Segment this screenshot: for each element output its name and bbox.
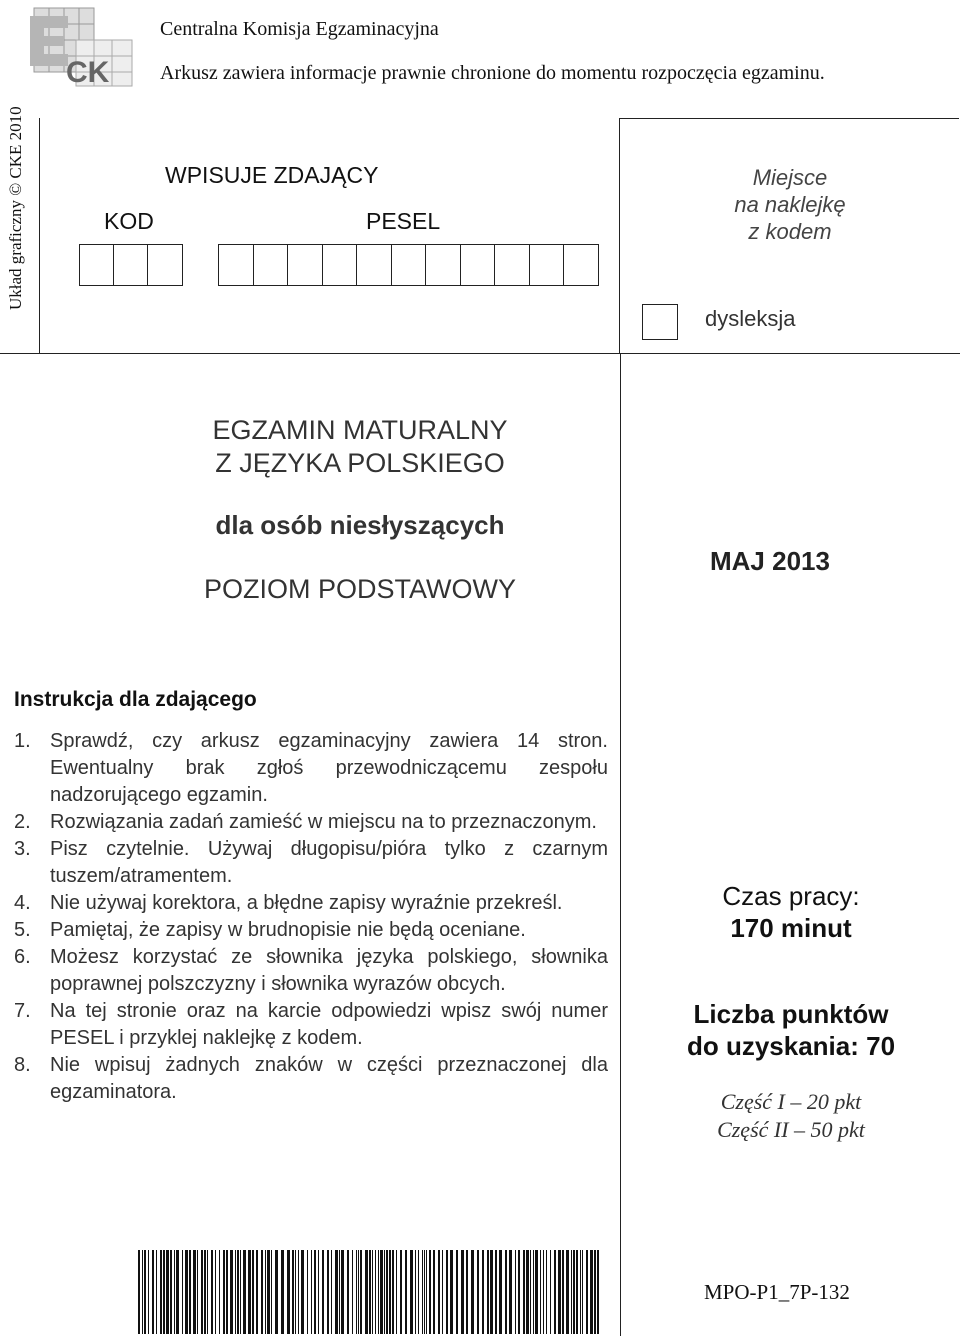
pesel-digit-box[interactable] bbox=[356, 244, 392, 286]
barcode-bar bbox=[265, 1250, 266, 1334]
barcode-bar bbox=[307, 1250, 308, 1334]
barcode-bar bbox=[152, 1250, 154, 1334]
barcode-bar bbox=[571, 1250, 572, 1334]
barcode-bar bbox=[322, 1250, 324, 1334]
confidential-notice: Arkusz zawiera informacje prawnie chronione do momentu rozpoczęcia egzaminu. bbox=[160, 62, 825, 84]
pesel-digit-box[interactable] bbox=[218, 244, 254, 286]
barcode-bar bbox=[482, 1250, 484, 1334]
barcode-bar bbox=[174, 1250, 175, 1334]
exam-title-line2: Z JĘZYKA POLSKIEGO bbox=[215, 448, 505, 478]
barcode-bar bbox=[252, 1250, 254, 1334]
barcode-bar bbox=[352, 1250, 353, 1334]
barcode-bar bbox=[240, 1250, 241, 1334]
exam-level: POZIOM PODSTAWOWY bbox=[204, 574, 516, 604]
copyright-vertical: Układ graficzny © CKE 2010 bbox=[6, 106, 25, 310]
barcode-bar bbox=[495, 1250, 497, 1334]
barcode-bar bbox=[582, 1250, 583, 1334]
part-1: Część I – 20 pkt bbox=[720, 1089, 862, 1114]
time-label: Czas pracy: bbox=[722, 881, 860, 911]
pesel-digit-box[interactable] bbox=[253, 244, 289, 286]
instruction-item: 4. Nie używaj korektora, a błędne zapisy wyraźnie przekreśl. bbox=[14, 892, 563, 914]
barcode-bar bbox=[237, 1250, 239, 1334]
sticker-label bbox=[620, 164, 960, 245]
barcode-bar bbox=[573, 1250, 575, 1334]
barcode-bar bbox=[477, 1250, 479, 1334]
exam-title-line1: EGZAMIN MATURALNY bbox=[212, 415, 508, 445]
barcode-bar bbox=[298, 1250, 299, 1334]
pesel-digit-box[interactable] bbox=[529, 244, 565, 286]
barcode-bar bbox=[566, 1250, 569, 1334]
barcode-bar bbox=[418, 1250, 419, 1334]
barcode-bar bbox=[193, 1250, 196, 1334]
barcode-bar bbox=[515, 1250, 516, 1334]
barcode-bar bbox=[142, 1250, 143, 1334]
barcode-bar bbox=[378, 1250, 379, 1334]
pesel-digit-box[interactable] bbox=[425, 244, 461, 286]
pesel-digit-box[interactable] bbox=[494, 244, 530, 286]
barcode-bar bbox=[523, 1250, 525, 1334]
barcode-bar bbox=[327, 1250, 329, 1334]
barcode-bar bbox=[466, 1250, 468, 1334]
instructions-list bbox=[14, 728, 608, 1106]
barcode-bar bbox=[509, 1250, 512, 1334]
svg-text:CK: CK bbox=[66, 56, 110, 89]
barcode-bar bbox=[166, 1250, 169, 1334]
barcode-bar bbox=[535, 1250, 538, 1334]
instruction-item: 3. Pisz czytelnie. Używaj długopisu/pióra tylko z czarnym tuszem/atramentem. bbox=[14, 838, 608, 887]
barcode-bar bbox=[148, 1250, 149, 1334]
barcode-bar bbox=[594, 1250, 596, 1334]
barcode-bar bbox=[426, 1250, 427, 1334]
barcode-bar bbox=[446, 1250, 448, 1334]
barcode-bar bbox=[405, 1250, 407, 1334]
barcode-bar bbox=[189, 1250, 191, 1334]
barcode-bar bbox=[558, 1250, 561, 1334]
sticker-line-3: z kodem bbox=[748, 219, 832, 244]
barcode bbox=[138, 1250, 602, 1334]
pesel-digit-box[interactable] bbox=[391, 244, 427, 286]
exam-audience: dla osób niesłyszących bbox=[215, 510, 505, 540]
barcode-bar bbox=[400, 1250, 402, 1334]
barcode-bar bbox=[505, 1250, 507, 1334]
instruction-item: 1. Sprawdź, czy arkusz egzaminacyjny zawiera 14 stron. Ewentualny brak zgłoś przewodniczącemu zespołu nadzorującego egzamin. bbox=[14, 730, 608, 806]
barcode-bar bbox=[386, 1250, 388, 1334]
barcode-bar bbox=[215, 1250, 216, 1334]
barcode-bar bbox=[450, 1250, 453, 1334]
candidate-heading: WPISUJE ZDAJĄCY bbox=[165, 162, 379, 188]
barcode-bar bbox=[314, 1250, 316, 1334]
barcode-bar bbox=[550, 1250, 551, 1334]
barcode-bar bbox=[365, 1250, 368, 1334]
barcode-bar bbox=[590, 1250, 593, 1334]
barcode-bar bbox=[138, 1250, 140, 1334]
kod-digit-box[interactable] bbox=[79, 244, 115, 286]
barcode-bar bbox=[335, 1250, 338, 1334]
points-value: do uzyskania: 70 bbox=[686, 1031, 896, 1061]
barcode-bar bbox=[235, 1250, 236, 1334]
barcode-bar bbox=[170, 1250, 172, 1334]
barcode-bar bbox=[533, 1250, 534, 1334]
barcode-bar bbox=[341, 1250, 344, 1334]
pesel-label: PESEL bbox=[366, 208, 441, 234]
points-info bbox=[622, 998, 960, 1062]
barcode-bar bbox=[144, 1250, 146, 1334]
barcode-bar bbox=[243, 1250, 246, 1334]
barcode-bar bbox=[347, 1250, 349, 1334]
barcode-bar bbox=[499, 1250, 502, 1334]
points-label: Liczba punktów bbox=[693, 999, 889, 1029]
barcode-bar bbox=[424, 1250, 425, 1334]
barcode-bar bbox=[562, 1250, 564, 1334]
barcode-bar bbox=[415, 1250, 416, 1334]
barcode-bar bbox=[204, 1250, 206, 1334]
barcode-bar bbox=[429, 1250, 431, 1334]
barcode-bar bbox=[281, 1250, 284, 1334]
barcode-bar bbox=[384, 1250, 385, 1334]
barcode-bar bbox=[201, 1250, 203, 1334]
instruction-item: 5. Pamiętaj, że zapisy w brudnopisie nie będą oceniane. bbox=[14, 919, 526, 941]
barcode-bar bbox=[287, 1250, 290, 1334]
barcode-bar bbox=[372, 1250, 373, 1334]
barcode-bar bbox=[185, 1250, 188, 1334]
right-column-line bbox=[620, 354, 621, 1336]
barcode-bar bbox=[219, 1250, 220, 1334]
left-frame-line bbox=[39, 118, 40, 354]
barcode-bar bbox=[360, 1250, 362, 1334]
barcode-bar bbox=[543, 1250, 544, 1334]
instruction-item: 2. Rozwiązania zadań zamieść w miejscu na to przeznaczonym. bbox=[14, 811, 597, 833]
barcode-bar bbox=[380, 1250, 383, 1334]
institution-name: Centralna Komisja Egzaminacyjna bbox=[160, 18, 439, 40]
barcode-bar bbox=[518, 1250, 520, 1334]
dysleksja-checkbox[interactable] bbox=[642, 304, 678, 340]
barcode-bar bbox=[438, 1250, 440, 1334]
barcode-bar bbox=[261, 1250, 263, 1334]
barcode-bar bbox=[433, 1250, 435, 1334]
barcode-bar bbox=[375, 1250, 376, 1334]
instruction-item: 8. Nie wpisuj żadnych znaków w części przeznaczonej dla egzaminatora. bbox=[14, 1054, 608, 1103]
barcode-bar bbox=[318, 1250, 319, 1334]
barcode-bar bbox=[230, 1250, 233, 1334]
barcode-bar bbox=[576, 1250, 578, 1334]
barcode-bar bbox=[176, 1250, 179, 1334]
barcode-bar bbox=[456, 1250, 458, 1334]
instruction-item: 7. Na tej stronie oraz na karcie odpowiedzi wpisz swój numer PESEL i przyklej naklejkę z kodem. bbox=[14, 1000, 608, 1049]
barcode-bar bbox=[471, 1250, 474, 1334]
pesel-digit-box[interactable] bbox=[460, 244, 496, 286]
sticker-line-2: na naklejkę bbox=[734, 192, 846, 217]
barcode-bar bbox=[156, 1250, 157, 1334]
barcode-bar bbox=[530, 1250, 531, 1334]
barcode-bar bbox=[339, 1250, 340, 1334]
barcode-bar bbox=[526, 1250, 529, 1334]
barcode-bar bbox=[396, 1250, 397, 1334]
instructions-title: Instrukcja dla zdającego bbox=[14, 688, 257, 711]
barcode-bar bbox=[358, 1250, 359, 1334]
barcode-bar bbox=[223, 1250, 225, 1334]
instruction-item: 6. Możesz korzystać ze słownika języka polskiego, słownika poprawnej polszczyzny i słownika wyrazów obcych. bbox=[14, 946, 608, 995]
barcode-bar bbox=[410, 1250, 413, 1334]
barcode-bar bbox=[356, 1250, 357, 1334]
pesel-digit-box[interactable] bbox=[563, 244, 599, 286]
barcode-bar bbox=[311, 1250, 312, 1334]
barcode-bar bbox=[586, 1250, 588, 1334]
barcode-bar bbox=[256, 1250, 258, 1334]
barcode-bar bbox=[422, 1250, 423, 1334]
barcode-bar bbox=[248, 1250, 251, 1334]
barcode-bar bbox=[301, 1250, 304, 1334]
kod-digit-box[interactable] bbox=[113, 244, 149, 286]
barcode-bar bbox=[267, 1250, 270, 1334]
barcode-bar bbox=[292, 1250, 294, 1334]
barcode-bar bbox=[275, 1250, 278, 1334]
barcode-bar bbox=[331, 1250, 332, 1334]
barcode-bar bbox=[490, 1250, 493, 1334]
barcode-bar bbox=[271, 1250, 272, 1334]
sticker-line-1: Miejsce bbox=[752, 165, 828, 190]
exam-date: MAJ 2013 bbox=[710, 546, 830, 576]
time-info bbox=[622, 880, 960, 944]
barcode-bar bbox=[442, 1250, 443, 1334]
barcode-bar bbox=[540, 1250, 541, 1334]
exam-code: MPO-P1_7P-132 bbox=[704, 1280, 850, 1304]
dysleksja-label: dysleksja bbox=[705, 306, 796, 331]
kod-digit-box[interactable] bbox=[147, 244, 183, 286]
pesel-digit-box[interactable] bbox=[287, 244, 323, 286]
barcode-bar bbox=[580, 1250, 581, 1334]
parts-info bbox=[622, 1088, 960, 1144]
barcode-bar bbox=[389, 1250, 391, 1334]
barcode-bar bbox=[487, 1250, 489, 1334]
barcode-bar bbox=[207, 1250, 208, 1334]
cke-logo bbox=[28, 6, 136, 90]
barcode-bar bbox=[295, 1250, 296, 1334]
barcode-bar bbox=[226, 1250, 228, 1334]
barcode-bar bbox=[211, 1250, 213, 1334]
barcode-bar bbox=[392, 1250, 394, 1334]
barcode-bar bbox=[160, 1250, 162, 1334]
pesel-digit-box[interactable] bbox=[322, 244, 358, 286]
kod-label: KOD bbox=[104, 208, 154, 234]
barcode-bar bbox=[163, 1250, 165, 1334]
barcode-bar bbox=[197, 1250, 198, 1334]
barcode-bar bbox=[182, 1250, 183, 1334]
barcode-bar bbox=[597, 1250, 599, 1334]
time-value: 170 minut bbox=[730, 913, 852, 943]
barcode-bar bbox=[546, 1250, 547, 1334]
barcode-bar bbox=[554, 1250, 556, 1334]
barcode-bar bbox=[369, 1250, 371, 1334]
barcode-bar bbox=[461, 1250, 464, 1334]
part-2: Część II – 50 pkt bbox=[717, 1117, 865, 1142]
